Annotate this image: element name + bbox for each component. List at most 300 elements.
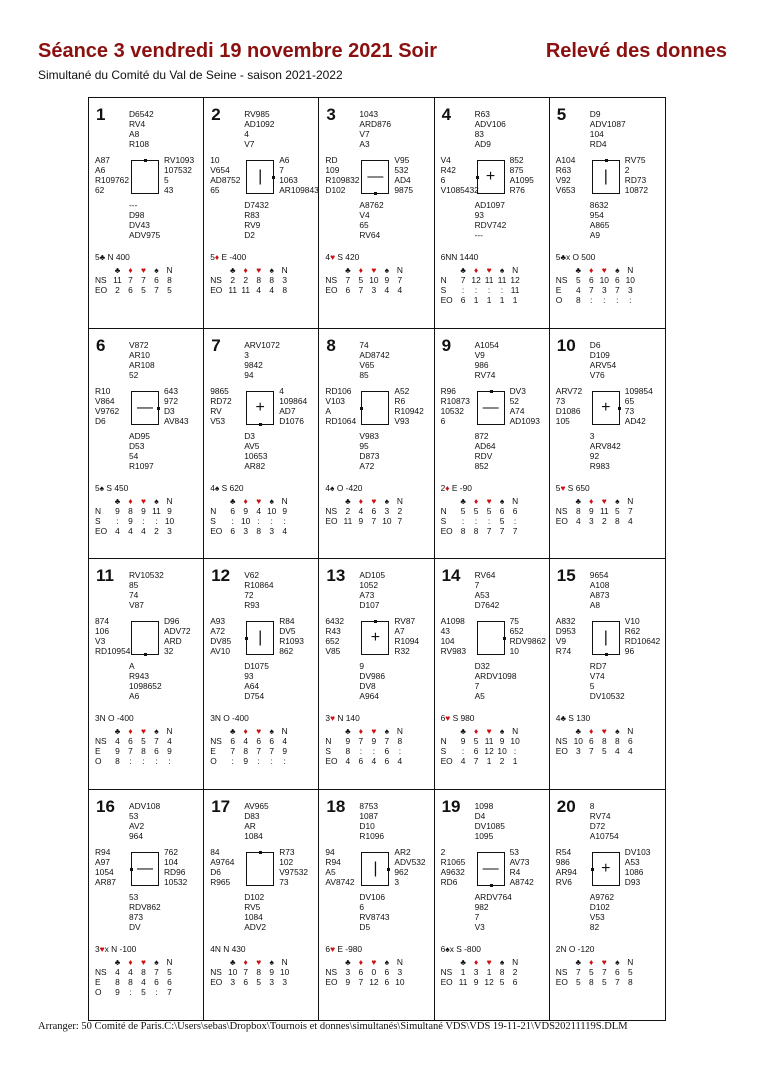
suit-holding: R6 (394, 395, 406, 406)
trick-count: 6 (358, 966, 364, 977)
suit-holding: R63 (474, 109, 490, 119)
trick-count: 4 (115, 525, 120, 536)
board-number: 12 (211, 566, 231, 585)
trick-count: 8 (115, 756, 120, 766)
suit-header: ♦ (128, 265, 133, 275)
suit-holding: 954 (589, 210, 604, 220)
suit-holding: 873 (129, 911, 143, 922)
tricks-row (441, 967, 522, 977)
north-hand (590, 340, 616, 380)
suit-holding: AD4 (394, 175, 411, 185)
suit-header: N (627, 726, 634, 736)
suit-holding: 82 (589, 921, 600, 932)
suit-holding: A108 (589, 580, 610, 590)
trick-count: 4 (627, 515, 633, 526)
board-cell (319, 329, 434, 560)
suit-holding: R1096 (359, 830, 385, 841)
suit-header: N (166, 956, 173, 967)
vulnerability-compass (477, 852, 505, 886)
trick-count: 9 (282, 746, 288, 756)
suit-holding: V4 (440, 155, 451, 165)
suit-holding: RV8743 (359, 911, 390, 922)
trick-count: : (500, 285, 504, 295)
trick-count: : (398, 746, 402, 756)
tricks-row (325, 756, 406, 766)
suit-holding: 8 (589, 800, 595, 811)
suit-holding: 7 (474, 681, 480, 691)
trick-count: 3 (243, 525, 249, 536)
north-hand (590, 570, 610, 610)
trick-count: : (283, 515, 286, 526)
suit-holding: V53 (210, 415, 226, 426)
trick-count: : (629, 295, 632, 305)
trick-count: : (359, 746, 363, 756)
board-cell (435, 329, 550, 560)
board-cell (204, 98, 319, 329)
suit-holding: 982 (474, 901, 489, 912)
suit-holding: RD73 (624, 175, 647, 185)
suit-holding: D3 (164, 405, 175, 416)
tricks-table (95, 265, 176, 295)
direction-label: EO (440, 295, 453, 305)
contract-result: 4♣ S 130 (555, 713, 591, 723)
trick-count: 7 (371, 515, 377, 526)
suit-holding: 3 (589, 430, 595, 441)
suit-header: ♣ (345, 495, 351, 506)
trick-count: 4 (397, 756, 403, 766)
trick-count: 7 (397, 275, 403, 285)
suit-holding: D102 (325, 185, 346, 195)
board-number: 6 (96, 335, 106, 355)
suit-header: ♥ (371, 265, 377, 275)
tricks-row (95, 746, 176, 756)
suit-holding: ADV108 (129, 800, 161, 811)
direction-label: EO (325, 976, 338, 987)
suit-header: ♣ (114, 726, 121, 736)
trick-count: 4 (167, 736, 172, 746)
east-hand (279, 847, 308, 887)
tricks-row (95, 977, 176, 987)
board-number: 18 (326, 796, 346, 816)
board-cell (319, 98, 434, 329)
trick-count: 2 (154, 525, 159, 536)
suit-holding: R94 (325, 856, 341, 867)
trick-count: 0 (371, 966, 377, 977)
west-hand (210, 847, 234, 887)
suit-holding: 43 (164, 185, 174, 195)
vulnerability-mark (132, 161, 158, 193)
suit-holding: V65 (359, 359, 375, 370)
suit-holding: RV74 (474, 369, 496, 380)
suit-header-row (325, 496, 406, 506)
south-hand (244, 200, 269, 240)
suit-holding: RD (325, 155, 338, 165)
suit-holding: DV10532 (589, 691, 625, 701)
direction-label: N (325, 736, 332, 746)
suit-header: ♦ (473, 265, 479, 275)
east-hand (164, 847, 187, 887)
west-hand (210, 616, 231, 656)
trick-count: 10 (241, 515, 251, 526)
trick-count: 12 (369, 976, 379, 987)
suit-holding: DV3 (509, 385, 526, 396)
trick-count: 11 (484, 736, 494, 746)
suit-header: ♠ (269, 495, 274, 506)
suit-holding: D93 (624, 876, 641, 887)
suit-holding: 4 (244, 129, 249, 139)
tricks-row (210, 275, 291, 285)
suit-holding: V95 (394, 155, 410, 165)
tricks-row (325, 967, 406, 977)
direction-label: O (95, 756, 102, 766)
suit-holding: ARD876 (359, 119, 392, 129)
suit-header: ♠ (615, 956, 620, 967)
suit-holding: 65 (359, 220, 369, 230)
suit-header: ♠ (269, 265, 274, 275)
trick-count: 8 (499, 966, 505, 977)
board-cell (89, 559, 204, 790)
suit-holding: R4 (509, 866, 521, 877)
suit-header: ♦ (243, 495, 248, 506)
tricks-row (441, 275, 522, 285)
trick-count: 5 (358, 275, 364, 285)
suit-holding: A97 (95, 856, 110, 867)
suit-holding: R10942 (394, 405, 424, 416)
suit-holding: 73 (555, 395, 566, 406)
suit-holding: 62 (95, 185, 105, 195)
contract-result: 2♦ E -90 (440, 482, 472, 493)
contract-result: 6♥ S 980 (440, 713, 475, 723)
suit-header: N (396, 265, 403, 275)
suit-holding: V653 (555, 185, 576, 195)
vulnerability-compass (361, 852, 389, 886)
suit-holding: V3 (474, 921, 485, 932)
tricks-table (210, 726, 291, 766)
tricks-row (95, 526, 176, 536)
west-hand (556, 155, 576, 195)
trick-count: 4 (256, 505, 262, 516)
suit-holding: V53 (589, 911, 605, 922)
suit-holding: 1084 (244, 830, 263, 841)
vulnerability-compass (246, 391, 274, 425)
direction-label: EO (440, 525, 453, 536)
trick-count: 8 (128, 976, 133, 987)
trick-count: 7 (256, 746, 262, 756)
trick-count: 7 (575, 966, 581, 977)
suit-header: ♦ (589, 495, 594, 506)
suit-holding: 652 (509, 626, 524, 636)
trick-count: 9 (345, 976, 351, 987)
trick-count: 1 (499, 295, 505, 305)
trick-count: 8 (588, 976, 594, 987)
tricks-row (441, 977, 522, 987)
trick-count: 6 (384, 756, 390, 766)
direction-label: N (440, 275, 447, 285)
suit-holding: AV2 (129, 820, 145, 831)
trick-count: 7 (627, 505, 633, 516)
west-hand (556, 386, 582, 426)
trick-count: : (231, 515, 234, 526)
direction-label: NS (555, 505, 568, 516)
suit-header: ♦ (358, 726, 364, 736)
trick-count: 3 (397, 966, 403, 977)
board-number: 19 (441, 796, 461, 816)
suit-holding: R43 (325, 626, 341, 636)
direction-label: EO (325, 285, 338, 295)
south-hand (359, 200, 383, 240)
trick-count: 4 (141, 976, 146, 987)
suit-holding: DV986 (359, 671, 385, 681)
trick-count: 5 (473, 505, 479, 516)
suit-holding: ADV2 (244, 921, 267, 932)
direction-label: EO (210, 525, 223, 536)
trick-count: 3 (473, 966, 479, 977)
suit-header-row (210, 726, 291, 736)
board-number: 15 (556, 566, 576, 585)
suit-holding: 875 (509, 165, 524, 175)
suit-header: N (281, 956, 288, 967)
tricks-row (441, 746, 522, 756)
trick-count: 7 (486, 525, 492, 536)
trick-count: 6 (230, 736, 236, 746)
board-cell (319, 559, 434, 790)
trick-count: 7 (358, 285, 364, 295)
suit-header: N (166, 265, 173, 275)
suit-header: ♠ (499, 495, 505, 506)
suit-holding: ARV1072 (244, 339, 280, 350)
board-cell (435, 790, 550, 1021)
trick-count: : (461, 285, 465, 295)
east-hand (625, 155, 648, 195)
trick-count: 11 (599, 505, 609, 516)
trick-count: 8 (601, 736, 607, 746)
suit-holding: A52 (394, 385, 410, 396)
suit-header: ♦ (358, 265, 364, 275)
trick-count: : (142, 515, 145, 526)
suit-holding: D9 (589, 109, 601, 119)
tricks-row (556, 506, 637, 516)
suit-header: ♦ (128, 726, 133, 736)
trick-count: : (257, 515, 260, 526)
trick-count: 4 (256, 285, 262, 295)
east-hand (279, 386, 307, 426)
tricks-row (95, 967, 176, 977)
suit-holding: A1095 (509, 175, 534, 185)
trick-count: 8 (397, 736, 403, 746)
trick-count: 7 (614, 976, 620, 987)
suit-holding: R93 (244, 600, 260, 610)
tricks-row (325, 516, 406, 526)
trick-count: 7 (154, 736, 159, 746)
vulnerability-mark: + (601, 398, 611, 416)
suit-holding: A72 (210, 626, 226, 636)
tricks-table (556, 496, 637, 526)
vulnerability-compass (131, 852, 159, 886)
trick-count: 12 (510, 275, 520, 285)
trick-count: 11 (343, 515, 353, 526)
suit-holding: 65 (624, 395, 635, 406)
trick-count: 7 (588, 285, 594, 295)
suit-holding: 7 (279, 165, 284, 175)
suit-holding: D1076 (279, 415, 304, 426)
board-number: 9 (441, 335, 452, 355)
suit-holding: D6 (589, 339, 601, 350)
suit-holding: D98 (129, 210, 145, 220)
suit-holding: 1043 (359, 109, 379, 119)
board-number: 17 (211, 796, 231, 816)
trick-count: 6 (384, 746, 390, 756)
trick-count: 9 (167, 746, 172, 756)
south-hand (359, 431, 379, 471)
suit-holding: 1095 (474, 830, 494, 841)
suit-holding: V74 (589, 671, 605, 681)
suit-holding: 9865 (210, 385, 229, 396)
suit-holding: A (129, 661, 135, 671)
suit-holding: D2 (244, 230, 255, 240)
suit-holding: 1098652 (129, 681, 162, 691)
suit-holding: --- (474, 230, 483, 240)
direction-label: NS (210, 275, 222, 285)
trick-count: 4 (575, 515, 581, 526)
suit-header: ♥ (371, 495, 377, 506)
suit-holding: 1063 (279, 175, 298, 185)
trick-count: 6 (512, 976, 518, 987)
suit-header: ♦ (589, 726, 594, 736)
contract-result: 5♣ N 400 (95, 252, 130, 262)
direction-label: NS (210, 966, 222, 977)
south-hand (590, 892, 614, 932)
suit-holding: ADV72 (164, 626, 191, 636)
suit-holding: 3 (244, 349, 249, 360)
contract-result: 5♥ S 650 (555, 482, 590, 493)
suit-header: ♣ (114, 495, 121, 506)
board-number: 8 (326, 335, 336, 355)
direction-label: O (210, 756, 217, 766)
trick-count: 11 (228, 285, 238, 295)
suit-holding: A10754 (589, 830, 619, 841)
vulnerability-mark: + (370, 629, 381, 646)
trick-count: : (603, 295, 606, 305)
suit-header-row (325, 957, 406, 967)
suit-holding: RV75 (624, 155, 646, 165)
suit-holding: 852 (509, 155, 524, 165)
tricks-row (441, 295, 522, 305)
trick-count: 7 (601, 966, 607, 977)
suit-holding: RD10642 (624, 636, 661, 646)
tricks-row (210, 746, 291, 756)
suit-holding: AR2 (394, 846, 411, 857)
trick-count: 5 (575, 275, 581, 285)
suit-holding: 8753 (359, 800, 379, 811)
trick-count: 6 (128, 285, 133, 295)
suit-holding: D6 (210, 866, 221, 877)
trick-count: 6 (384, 976, 390, 987)
trick-count: 1 (460, 966, 466, 977)
suit-holding: R108 (129, 139, 150, 149)
tricks-row (95, 736, 176, 746)
trick-count: 8 (115, 976, 120, 987)
suit-holding: 1086 (624, 866, 644, 877)
suit-holding: 1098 (474, 800, 494, 811)
suit-holding: 109 (325, 165, 340, 175)
suit-header: ♠ (154, 495, 159, 506)
trick-count: 4 (614, 746, 620, 756)
trick-count: 4 (384, 285, 390, 295)
suit-holding: V3 (95, 636, 106, 646)
suit-holding: DV106 (359, 891, 385, 902)
suit-holding: 54 (129, 450, 139, 461)
suit-holding: RV985 (244, 109, 270, 119)
south-hand (129, 200, 160, 240)
direction-label: EO (210, 976, 223, 987)
suit-holding: A53 (624, 856, 640, 867)
trick-count: 9 (243, 505, 249, 516)
suit-holding: RV64 (474, 570, 496, 580)
trick-count: 6 (512, 505, 518, 516)
suit-holding: 75 (509, 616, 519, 626)
east-hand (164, 386, 189, 426)
suit-holding: R943 (129, 671, 150, 681)
direction-label: S (210, 515, 216, 526)
contract-result: 4N N 430 (210, 943, 246, 954)
suit-holding: V864 (95, 395, 115, 406)
trick-count: 6 (230, 525, 236, 536)
suit-header: ♦ (243, 265, 248, 275)
trick-count: 7 (473, 756, 479, 766)
east-hand (394, 386, 423, 426)
trick-count: 9 (345, 736, 351, 746)
east-hand (510, 847, 534, 887)
vulnerability-compass (477, 391, 505, 425)
vulnerability-compass (131, 391, 159, 425)
west-hand (325, 386, 356, 426)
trick-count: 9 (167, 505, 172, 516)
suit-header: ♣ (345, 726, 351, 736)
west-hand (441, 386, 470, 426)
suit-holding: V654 (210, 165, 230, 175)
south-hand (475, 200, 507, 240)
trick-count: : (283, 756, 286, 766)
suit-holding: 53 (129, 891, 139, 902)
tricks-row (441, 285, 522, 295)
trick-count: 7 (128, 275, 133, 285)
suit-header: ♣ (460, 726, 466, 736)
direction-label: NS (555, 275, 568, 285)
trick-count: : (474, 515, 478, 526)
suit-holding: RV87 (394, 616, 416, 626)
board-number: 13 (326, 566, 346, 585)
trick-count: 8 (243, 746, 249, 756)
trick-count: 10 (497, 746, 507, 756)
suit-holding: ARDV1098 (474, 671, 517, 681)
direction-label: NS (325, 966, 338, 977)
suit-holding: AD64 (474, 440, 496, 451)
trick-count: 10 (369, 275, 379, 285)
suit-holding: 532 (394, 165, 409, 175)
suit-holding: 5 (589, 681, 595, 691)
vulnerability-mark: + (601, 859, 611, 877)
suit-header: N (396, 726, 403, 736)
suit-header: ♣ (229, 726, 236, 736)
trick-count: 5 (460, 505, 466, 516)
south-hand (475, 661, 517, 701)
suit-header: ♠ (154, 956, 159, 967)
north-hand (475, 109, 506, 149)
vulnerability-mark: — (137, 859, 153, 877)
suit-holding: 53 (129, 810, 139, 821)
suit-header: ♥ (601, 495, 607, 506)
tricks-row (210, 977, 291, 987)
